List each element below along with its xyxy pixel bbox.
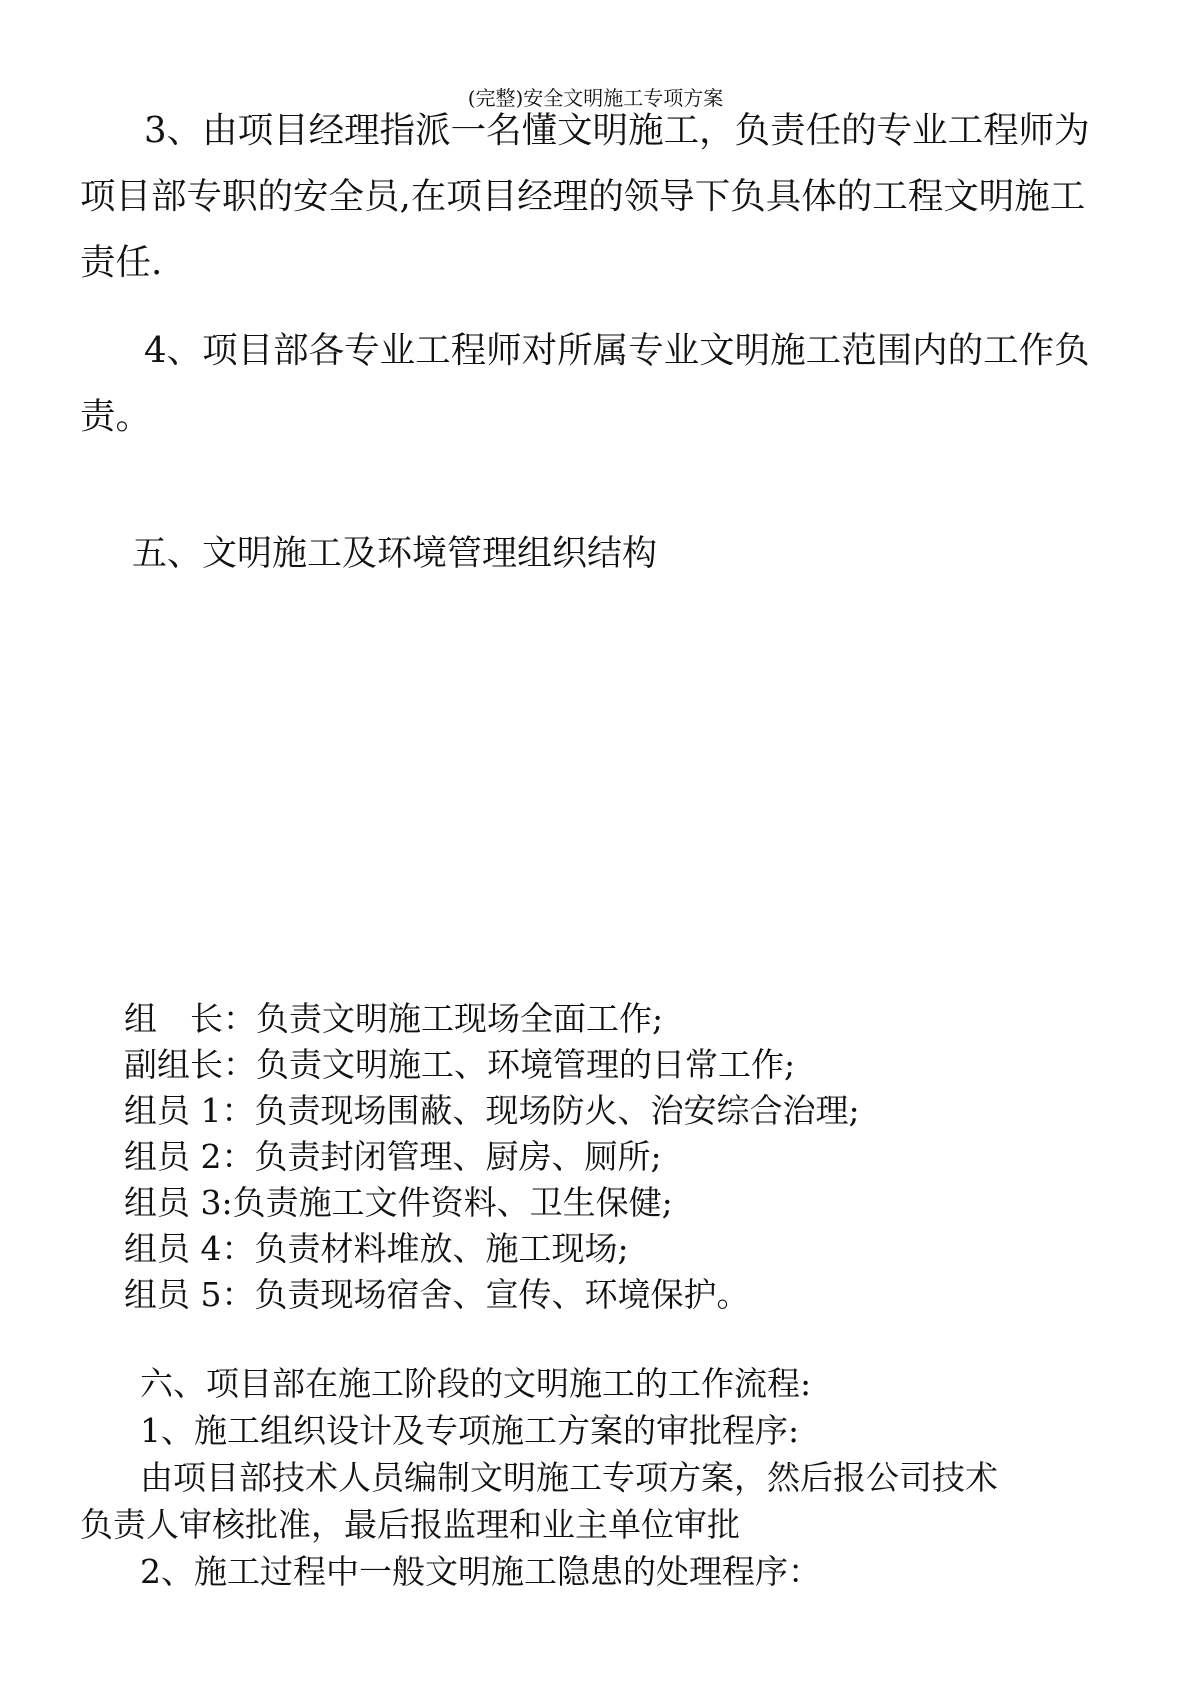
roles-list xyxy=(124,996,860,1318)
paragraph-line: 责。 xyxy=(80,396,152,437)
list-item: 组员 5：负责现场宿舍、宣传、环境保护。 xyxy=(124,1275,750,1314)
step-1-body-line: 由项目部技术人员编制文明施工专项方案，然后报公司技术 xyxy=(140,1458,998,1497)
paragraph-item-4 xyxy=(80,318,1120,450)
paragraph-item-3 xyxy=(80,98,1120,296)
paragraph-line: 4、项目部各专业工程师对所属专业文明施工范围内的工作负 xyxy=(144,330,1090,371)
paragraph-line: 责任. xyxy=(80,242,163,283)
list-item: 组员 2：负责封闭管理、厨房、厕所; xyxy=(124,1137,662,1176)
step-2-title: 2、施工过程中一般文明施工隐患的处理程序： xyxy=(140,1552,821,1591)
section-heading-6: 六、项目部在施工阶段的文明施工的工作流程: xyxy=(140,1364,812,1403)
list-item: 组员 4：负责材料堆放、施工现场; xyxy=(124,1229,629,1268)
list-item: 组员 1：负责现场围蔽、现场防火、治安综合治理; xyxy=(124,1091,860,1130)
page-header-title: (完整)安全文明施工专项方案 xyxy=(467,86,724,110)
paragraph-line: 项目部专职的安全员,在项目经理的领导下负具体的工程文明施工 xyxy=(80,176,1086,217)
section-6-workflow xyxy=(80,1360,1120,1595)
step-1-body-line: 负责人审核批准，最后报监理和业主单位审批 xyxy=(80,1505,740,1544)
list-item: 副组长：负责文明施工、环境管理的日常工作; xyxy=(124,1045,796,1084)
list-item: 组员 3:负责施工文件资料、卫生保健; xyxy=(124,1183,673,1222)
section-heading-5: 五、文明施工及环境管理组织结构 xyxy=(132,534,658,574)
list-item: 组 长：负责文明施工现场全面工作; xyxy=(124,999,664,1038)
step-1-title: 1、施工组织设计及专项施工方案的审批程序: xyxy=(140,1411,800,1450)
paragraph-line: 3、由项目经理指派一名懂文明施工，负责任的专业工程师为 xyxy=(144,110,1090,151)
